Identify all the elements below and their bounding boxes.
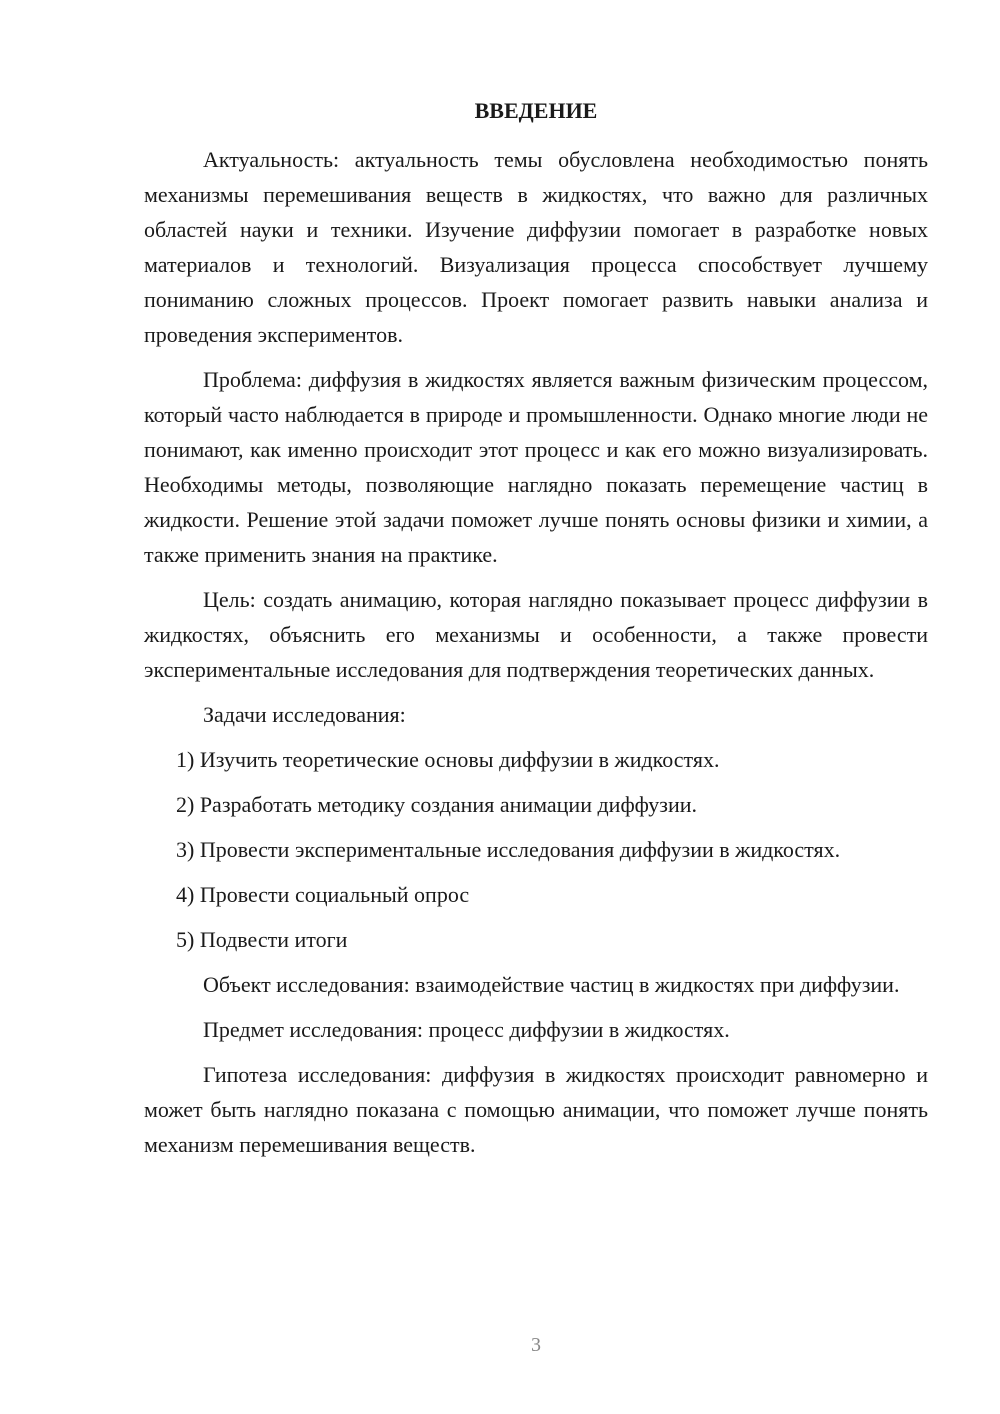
object-paragraph: Объект исследования: взаимодействие частиц в жидкостях при диффузии. [203,972,900,997]
tasks-heading: Задачи исследования: [203,702,406,727]
task-item: 4) Провести социальный опрос [176,882,470,907]
task-item: 1) Изучить теоретические основы диффузии в жидкостях. [176,747,720,772]
document-page [144,0,928,1414]
hypothesis-paragraph: Гипотеза исследования: диффузия в жидкостях происходит равномерно и может быть наглядно показана с помощью анимации, что поможет лучше понять механизм перемешивания веществ. [144,1062,928,1157]
task-item: 2) Разработать методику создания анимации диффузии. [176,792,698,817]
subject-paragraph: Предмет исследования: процесс диффузии в жидкостях. [203,1017,730,1042]
task-item: 5) Подвести итоги [176,927,348,952]
goal-paragraph: Цель: создать анимацию, которая наглядно показывает процесс диффузии в жидкостях, объяснить его механизмы и особенности, а также провести экспериментальные исследования для подтверждения теоретических данных. [144,587,928,682]
body-text [144,142,928,1172]
task-item: 3) Провести экспериментальные исследования диффузии в жидкостях. [176,837,841,862]
relevance-paragraph: Актуальность: актуальность темы обусловлена необходимостью понять механизмы перемешивания веществ в жидкостях, что важно для различных областей науки и техники. Изучение диффузии помогает в разработке новых материалов и технологий. Визуализация процесса способствует лучшему пониманию сложных процессов. Проект помогает развить навыки анализа и проведения экспериментов. [144,147,928,347]
page-title: ВВЕДЕНИЕ [474,98,598,123]
page-number: 3 [531,1334,541,1356]
problem-paragraph: Проблема: диффузия в жидкостях является важным физическим процессом, который часто наблюдается в природе и промышленности. Однако многие люди не понимают, как именно происходит этот процесс и как его можно визуализировать. Необходимы методы, позволяющие наглядно показать перемещение частиц в жидкости. Решение этой задачи поможет лучше понять основы физики и химии, а также применить знания на практике. [144,367,928,567]
